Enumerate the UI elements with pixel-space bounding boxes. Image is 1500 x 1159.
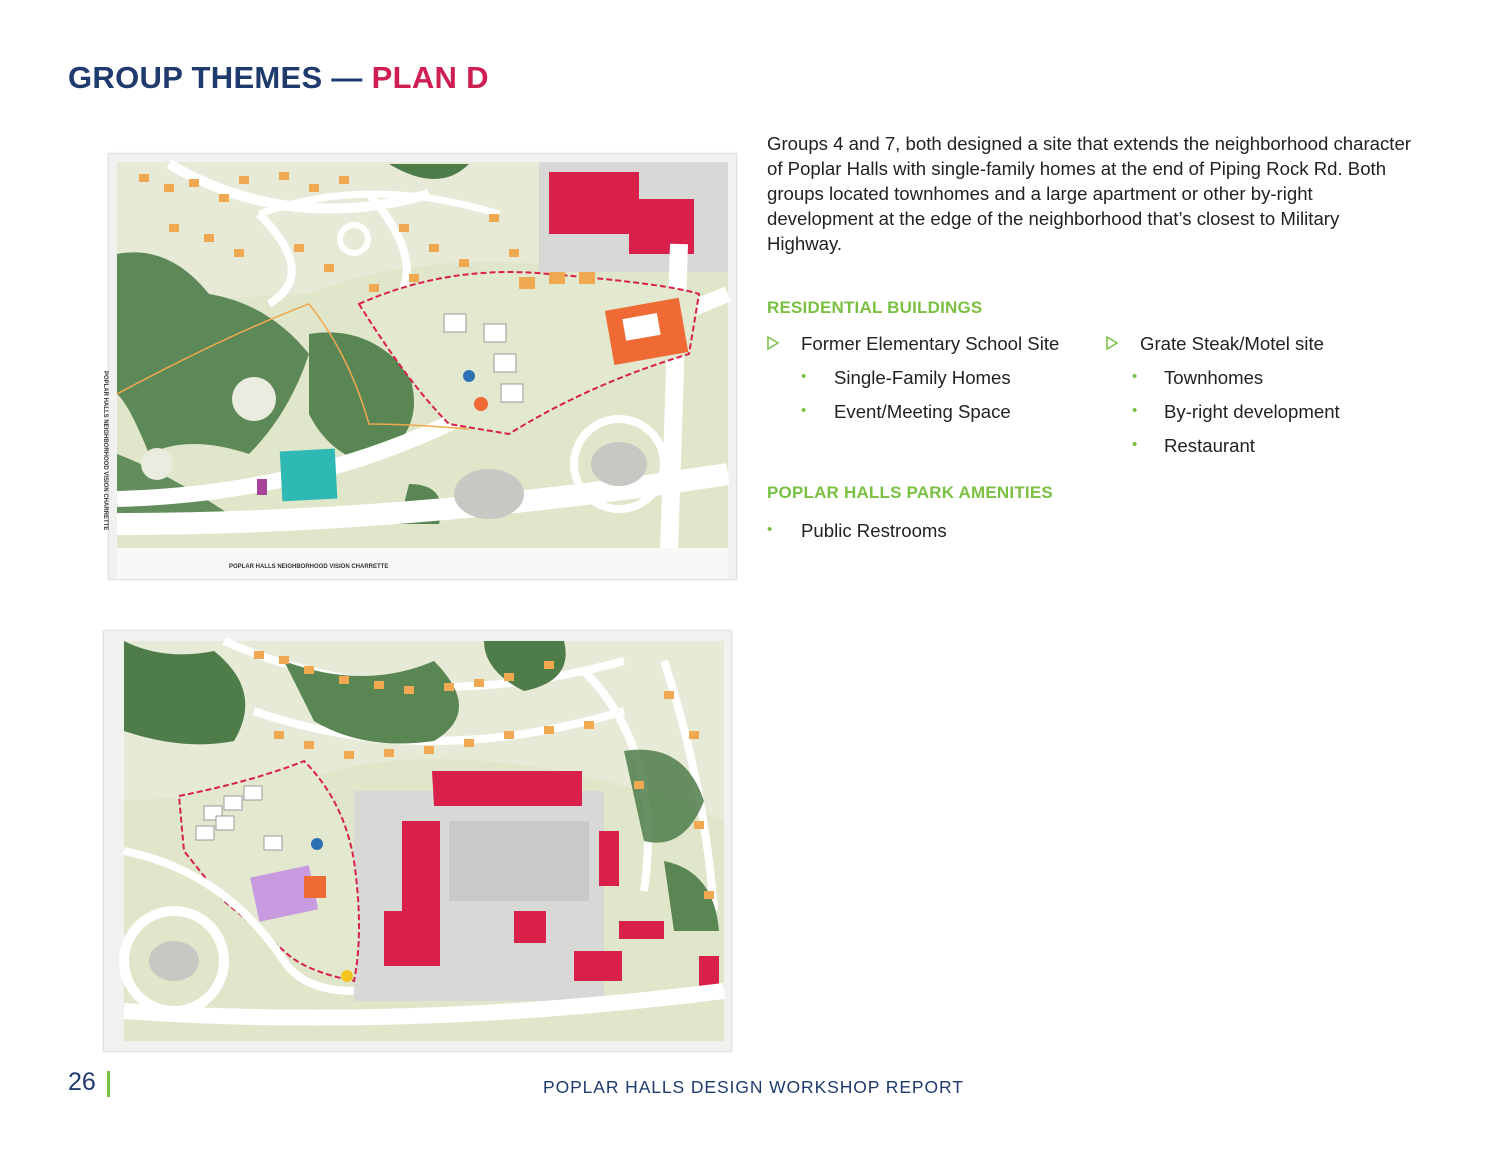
green-dot-icon: • <box>1132 368 1138 385</box>
green-dot-icon: • <box>801 402 807 419</box>
site-plan-photo-1 <box>108 153 737 580</box>
map1-caption: POPLAR HALLS NEIGHBORHOOD VISION CHARRETTE <box>229 564 389 570</box>
site2-item-text: Townhomes <box>1164 367 1264 388</box>
map2-caption: POPLAR HALLS NEIGHBORHOOD VISION CHARRETTE <box>102 371 108 531</box>
residential-buildings-heading: RESIDENTIAL BUILDINGS <box>767 298 983 317</box>
page-title-part2: PLAN D <box>371 60 489 95</box>
report-title: POPLAR HALLS DESIGN WORKSHOP REPORT <box>543 1077 964 1097</box>
site1-item-text: Event/Meeting Space <box>834 401 1011 422</box>
site1-name: Former Elementary School Site <box>801 333 1060 354</box>
site2-item-text: By-right development <box>1164 401 1340 422</box>
triangle-right-outline-icon <box>767 336 779 350</box>
page-title <box>68 60 489 96</box>
green-dot-icon: • <box>767 521 773 538</box>
park-item-text: Public Restrooms <box>801 520 947 541</box>
page-title-part1: GROUP THEMES — <box>68 60 372 95</box>
green-dot-icon: • <box>801 368 807 385</box>
site1-item-text: Single-Family Homes <box>834 367 1011 388</box>
green-dot-icon: • <box>1132 402 1138 419</box>
site2-name: Grate Steak/Motel site <box>1140 333 1324 354</box>
site-plan-photo-2 <box>102 371 732 1052</box>
park-amenities-heading: POPLAR HALLS PARK AMENITIES <box>767 483 1053 502</box>
intro-paragraph: Groups 4 and 7, both designed a site that extends the neighborhood character of Poplar Halls with single-family homes at the end of Piping Rock Rd. Both groups located townhomes and a large apartment or other by-right development at the edge of the neighborhood that’s closest to Military Highway. <box>767 133 1411 254</box>
triangle-right-outline-icon <box>1106 336 1118 350</box>
page-number: 26 <box>68 1068 96 1096</box>
footer-divider <box>107 1071 110 1097</box>
site2-item-text: Restaurant <box>1164 435 1255 456</box>
green-dot-icon: • <box>1132 436 1138 453</box>
